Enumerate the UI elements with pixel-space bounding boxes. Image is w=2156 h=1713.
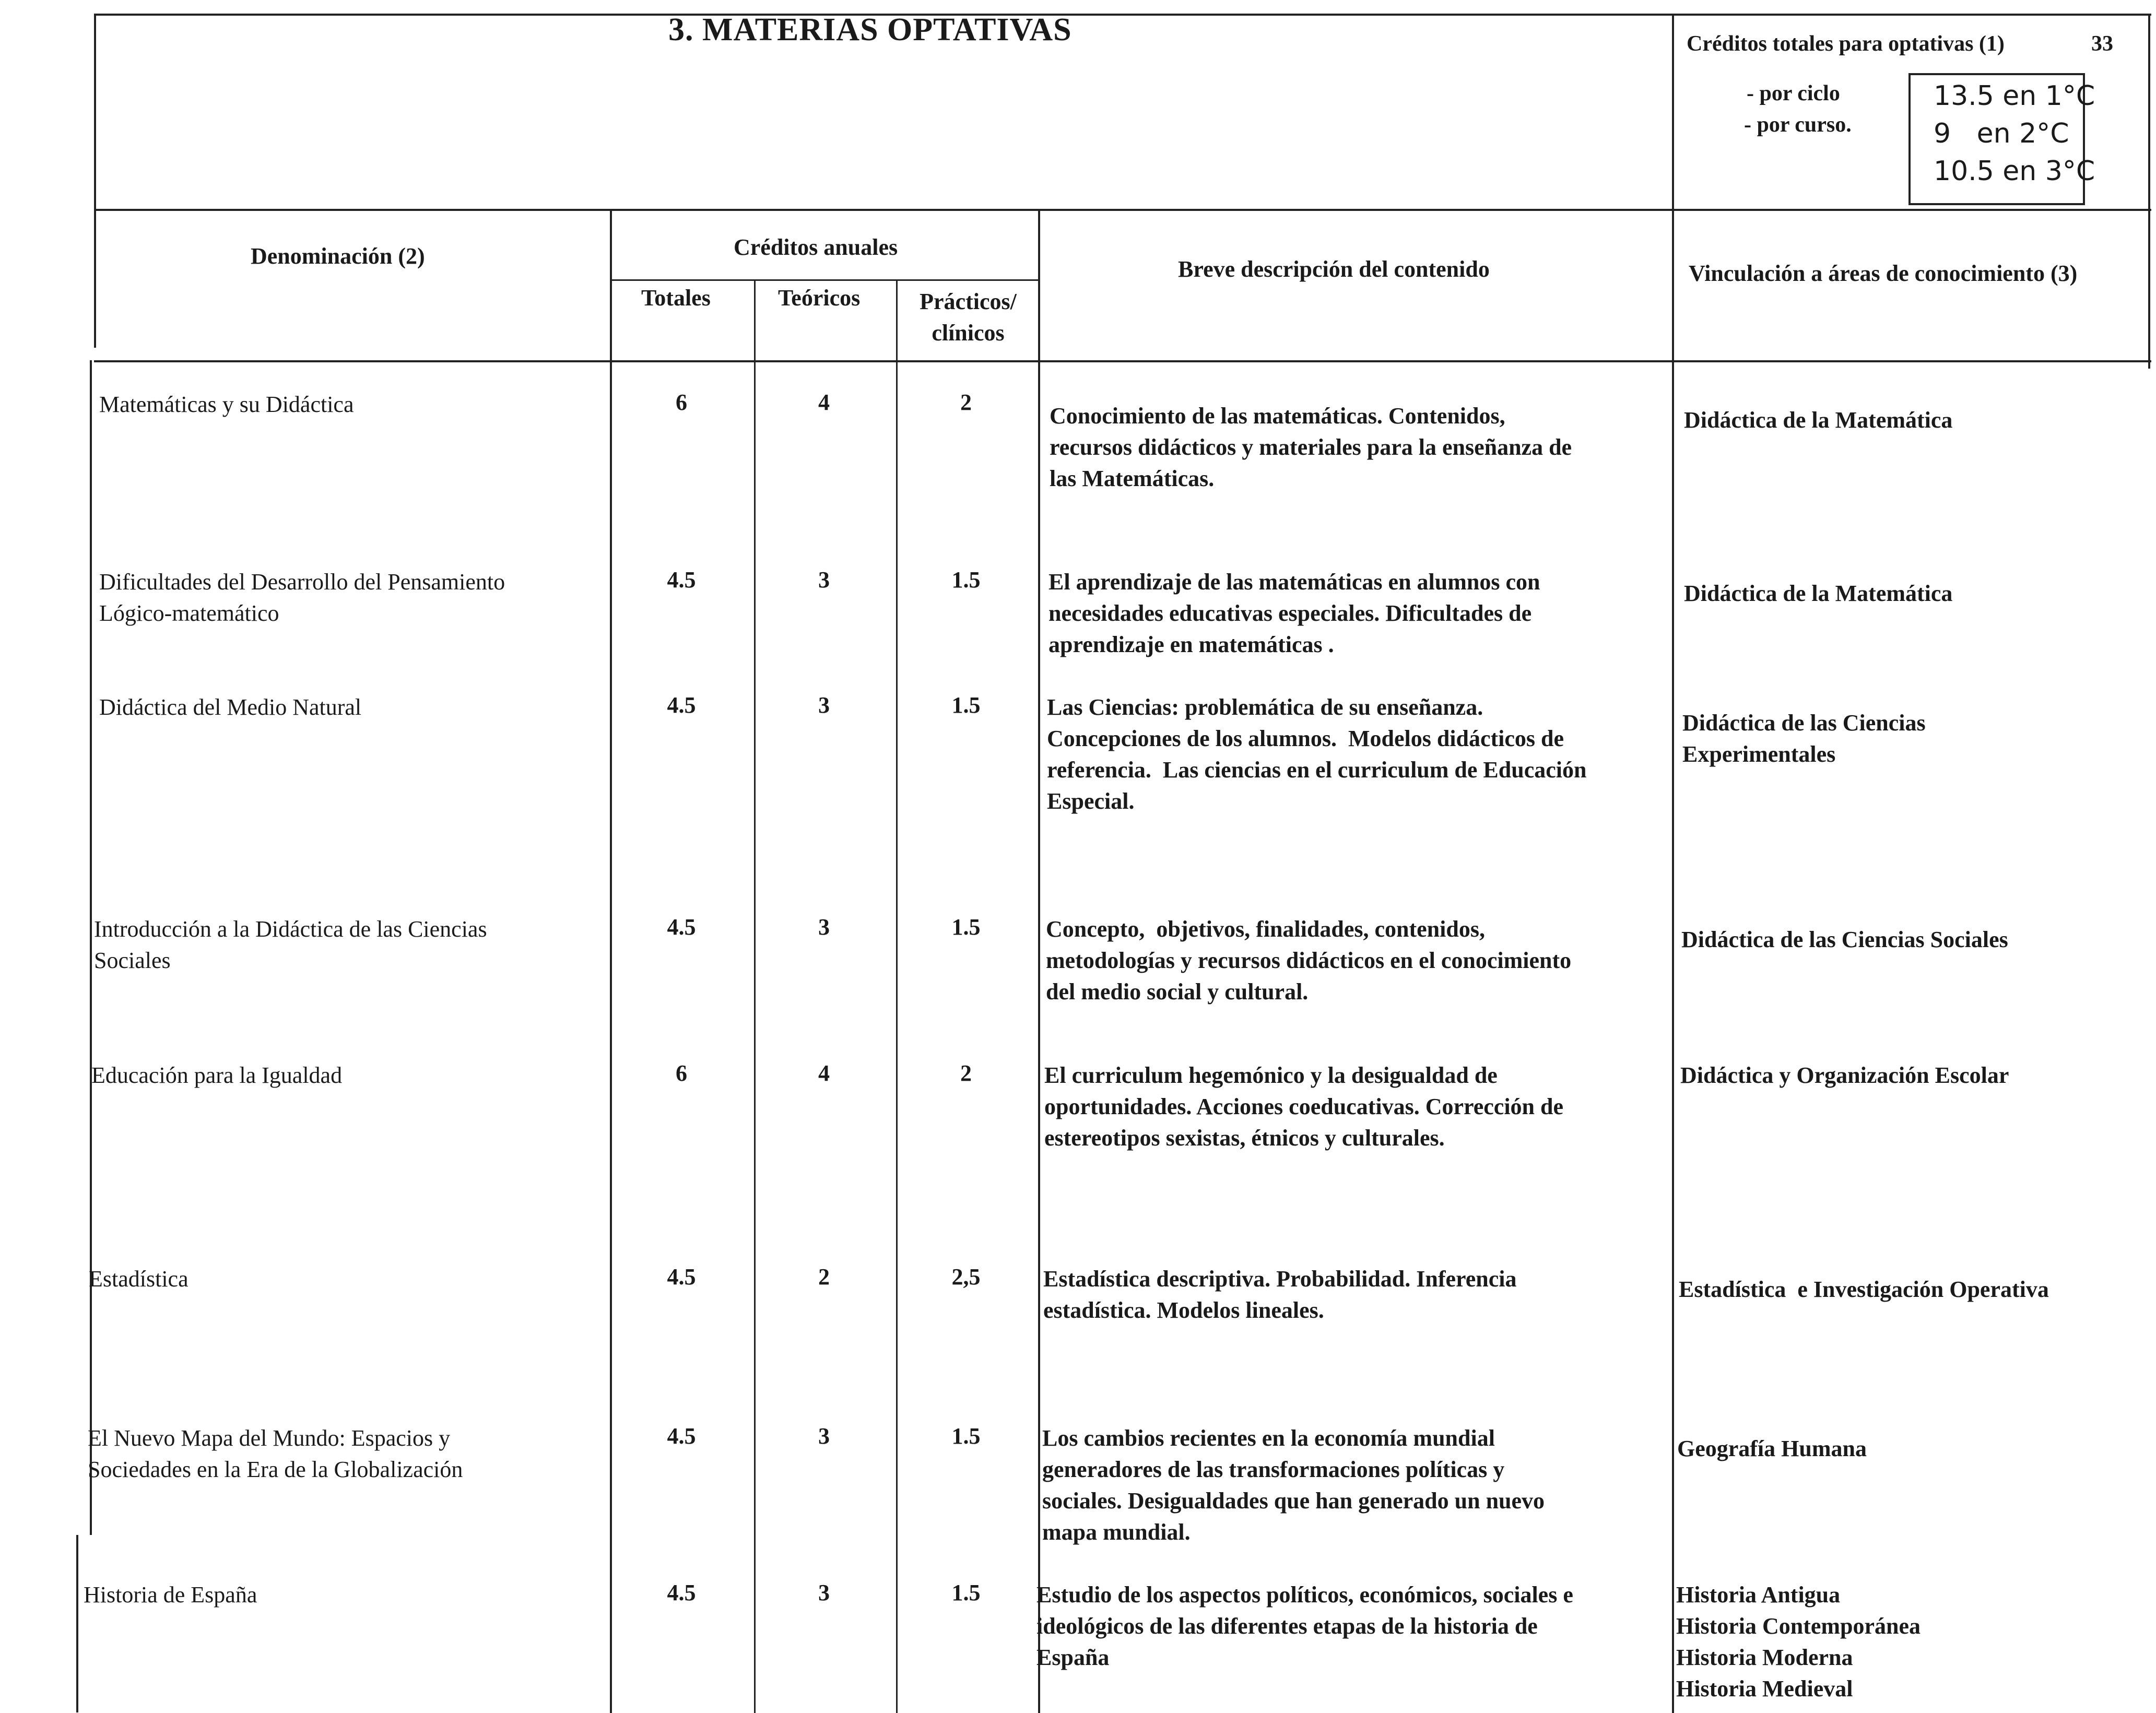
knowledge-area-line: Didáctica de las Ciencias Sociales xyxy=(1681,927,2008,952)
knowledge-areas xyxy=(1676,1579,2141,1705)
content-description xyxy=(1047,692,1671,817)
knowledge-area-line: Experimentales xyxy=(1682,741,1836,767)
subject-name xyxy=(99,692,600,723)
por-ciclo-label: - por ciclo xyxy=(1747,81,1840,105)
knowledge-areas xyxy=(1682,707,2147,770)
curso-breakdown-1: 13.5 en 1°C xyxy=(1934,80,2095,112)
content-description-line: estadística. Modelos lineales. xyxy=(1043,1297,1324,1323)
credits-totales: 6 xyxy=(676,1060,687,1086)
content-description xyxy=(1044,1060,1668,1154)
page-title: 3. MATERIAS OPTATIVAS xyxy=(668,12,1072,48)
knowledge-area-line: Historia Medieval xyxy=(1676,1676,1853,1702)
credits-practicos: 1.5 xyxy=(951,1423,981,1449)
subject-name xyxy=(89,1263,590,1295)
subject-name-line: Dificultades del Desarrollo del Pensamiento xyxy=(99,569,505,595)
total-credits-value: 33 xyxy=(2091,32,2113,56)
content-description-line: Estadística descriptiva. Probabilidad. Inferencia xyxy=(1043,1266,1517,1292)
subject-name-line: Introducción a la Didáctica de las Ciencias xyxy=(94,916,487,942)
frame-left-body xyxy=(90,360,92,1535)
divider-desc-areas xyxy=(1672,14,1674,1713)
content-description-line: aprendizaje en matemáticas . xyxy=(1048,632,1334,657)
knowledge-area-line: Geografía Humana xyxy=(1677,1436,1867,1461)
subject-name-line: Historia de España xyxy=(84,1582,257,1608)
divider-credits-desc xyxy=(1038,209,1040,1713)
credits-totales: 4.5 xyxy=(667,567,696,593)
subheader-divider xyxy=(612,279,1040,281)
col-descripcion: Breve descripción del contenido xyxy=(1178,256,1490,282)
credits-teoricos: 4 xyxy=(818,389,830,415)
credits-practicos: 2 xyxy=(960,389,972,415)
content-description-line: sociales. Desigualdades que han generado un nuevo xyxy=(1042,1488,1545,1514)
curso-breakdown-2: 9 en 2°C xyxy=(1934,118,2069,149)
divider-totales xyxy=(754,279,756,1713)
content-description-line: oportunidades. Acciones coeducativas. Corrección de xyxy=(1044,1094,1564,1119)
col-teoricos: Teóricos xyxy=(778,285,861,311)
knowledge-areas xyxy=(1680,1060,2145,1091)
subject-name xyxy=(99,566,600,629)
divider-teoricos xyxy=(896,279,898,1713)
content-description-line: mapa mundial. xyxy=(1042,1519,1191,1545)
knowledge-area-line: Estadística e Investigación Operativa xyxy=(1679,1277,2049,1302)
credits-totales: 4.5 xyxy=(667,1423,696,1449)
content-description xyxy=(1036,1579,1660,1673)
col-creditos-anuales: Créditos anuales xyxy=(734,234,898,260)
subject-name-line: El Nuevo Mapa del Mundo: Espacios y xyxy=(88,1425,451,1451)
content-description-line: Las Ciencias: problemática de su enseñanza. xyxy=(1047,694,1483,720)
content-description-line: Los cambios recientes en la economía mundial xyxy=(1042,1425,1495,1451)
content-description-line: El curriculum hegemónico y la desigualdad de xyxy=(1044,1062,1498,1088)
content-description-line: las Matemáticas. xyxy=(1050,466,1215,491)
credits-totales: 4.5 xyxy=(667,1264,696,1290)
col-denominacion: Denominación (2) xyxy=(251,243,425,269)
content-description-line: ideológicos de las diferentes etapas de la historia de xyxy=(1036,1613,1538,1639)
subject-name-line: Educación para la Igualdad xyxy=(91,1062,343,1088)
frame-left-bottom xyxy=(76,1535,78,1712)
subject-name-line: Didáctica del Medio Natural xyxy=(99,694,362,720)
knowledge-area-line: Historia Moderna xyxy=(1676,1645,1853,1670)
col-totales: Totales xyxy=(641,285,711,311)
frame-right xyxy=(2148,14,2150,369)
curso-breakdown-box xyxy=(1908,73,2095,205)
knowledge-areas xyxy=(1681,924,2146,955)
knowledge-area-line: Didáctica de la Matemática xyxy=(1684,581,1953,606)
credits-teoricos: 3 xyxy=(818,1423,830,1449)
credits-practicos: 2,5 xyxy=(951,1264,981,1290)
credits-totales: 4.5 xyxy=(667,914,696,940)
content-description-line: generadores de las transformaciones políticas y xyxy=(1042,1457,1505,1482)
subject-name-line: Lógico-matemático xyxy=(99,600,279,626)
knowledge-area-line: Historia Contemporánea xyxy=(1676,1613,1921,1639)
knowledge-area-line: Didáctica de la Matemática xyxy=(1684,407,1953,433)
content-description-line: referencia. Las ciencias en el curriculum de Educación xyxy=(1047,757,1587,783)
credits-teoricos: 3 xyxy=(818,567,830,593)
credits-practicos: 1.5 xyxy=(951,692,981,718)
col-practicos-line2: clínicos xyxy=(932,320,1005,346)
subject-name xyxy=(88,1423,589,1485)
knowledge-area-line: Didáctica de las Ciencias xyxy=(1682,710,1926,736)
content-description-line: Estudio de los aspectos políticos, económicos, sociales e xyxy=(1036,1582,1573,1608)
credits-practicos: 2 xyxy=(960,1060,972,1086)
content-description-line: recursos didácticos y materiales para la enseñanza de xyxy=(1050,434,1572,460)
content-description xyxy=(1048,566,1672,660)
content-description-line: El aprendizaje de las matemáticas en alumnos con xyxy=(1048,569,1540,595)
credits-practicos: 1.5 xyxy=(951,567,981,593)
content-description-line: estereotipos sexistas, étnicos y culturales. xyxy=(1044,1125,1445,1151)
credits-teoricos: 3 xyxy=(818,914,830,940)
credits-practicos: 1.5 xyxy=(951,914,981,940)
credits-practicos: 1.5 xyxy=(951,1580,981,1605)
knowledge-area-line: Didáctica y Organización Escolar xyxy=(1680,1062,2009,1088)
col-practicos xyxy=(898,286,1038,349)
subject-name-line: Sociedades en la Era de la Globalización xyxy=(88,1457,463,1482)
frame-top xyxy=(94,14,2151,16)
knowledge-areas xyxy=(1684,578,2149,609)
column-header-bottom xyxy=(94,360,2151,362)
knowledge-areas xyxy=(1679,1274,2143,1305)
content-description-line: Especial. xyxy=(1047,788,1135,814)
subject-name xyxy=(99,389,600,420)
subject-name-line: Estadística xyxy=(89,1266,188,1292)
credits-teoricos: 4 xyxy=(818,1060,830,1086)
knowledge-area-line: Historia Antigua xyxy=(1676,1582,1841,1608)
subject-name xyxy=(94,914,595,976)
divider-name-credits xyxy=(610,209,612,1713)
total-credits-label: Créditos totales para optativas (1) xyxy=(1687,32,2005,56)
curso-breakdown-3: 10.5 en 3°C xyxy=(1934,156,2095,187)
content-description-line: metodologías y recursos didácticos en el conocimiento xyxy=(1046,948,1572,973)
content-description-line: Concepciones de los alumnos. Modelos didácticos de xyxy=(1047,726,1564,751)
col-practicos-line1: Prácticos/ xyxy=(920,289,1017,314)
content-description xyxy=(1050,400,1674,494)
subject-name xyxy=(91,1060,593,1091)
content-description xyxy=(1046,914,1670,1008)
subject-name-line: Matemáticas y su Didáctica xyxy=(99,392,354,417)
credits-totales: 4.5 xyxy=(667,692,696,718)
content-description-line: necesidades educativas especiales. Dificultades de xyxy=(1048,600,1532,626)
knowledge-areas xyxy=(1684,405,2149,436)
credits-teoricos: 3 xyxy=(818,692,830,718)
content-description-line: España xyxy=(1036,1645,1110,1670)
credits-totales: 4.5 xyxy=(667,1580,696,1605)
credits-totales: 6 xyxy=(676,389,687,415)
content-description xyxy=(1043,1263,1667,1326)
header-divider xyxy=(94,209,2151,211)
credits-teoricos: 2 xyxy=(818,1264,830,1290)
content-description-line: Conocimiento de las matemáticas. Contenidos, xyxy=(1050,403,1505,429)
por-curso-label: - por curso. xyxy=(1744,113,1852,137)
frame-left-top xyxy=(94,14,96,348)
knowledge-areas xyxy=(1677,1433,2142,1464)
content-description-line: Concepto, objetivos, finalidades, contenidos, xyxy=(1046,916,1485,942)
credits-teoricos: 3 xyxy=(818,1580,830,1605)
content-description-line: del medio social y cultural. xyxy=(1046,979,1309,1005)
subject-name xyxy=(84,1579,585,1611)
col-vinculacion: Vinculación a áreas de conocimiento (3) xyxy=(1689,261,2078,286)
subject-name-line: Sociales xyxy=(94,948,171,973)
content-description xyxy=(1042,1423,1666,1548)
